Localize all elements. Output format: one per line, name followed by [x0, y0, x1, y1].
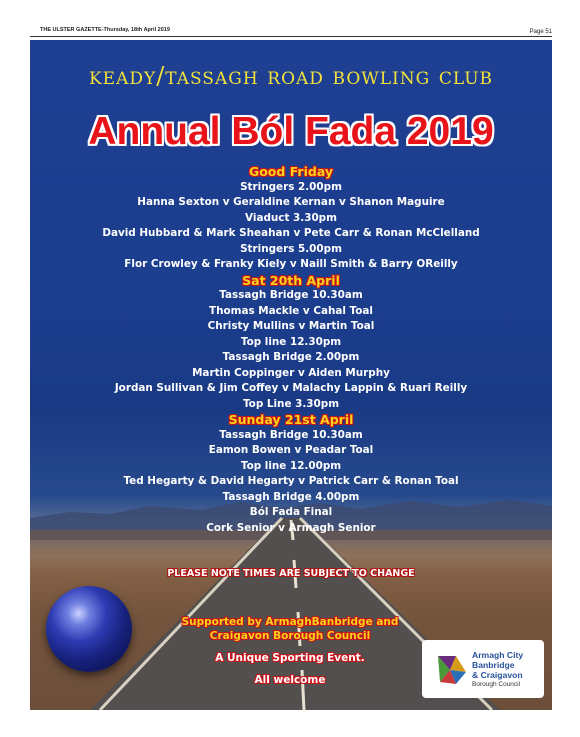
tagline: A Unique Sporting Event.	[215, 652, 365, 664]
fixture-schedule	[30, 164, 552, 536]
schedule-line: Stringers 5.00pm	[240, 242, 342, 255]
schedule-day-heading: Sunday 21st April	[228, 412, 354, 427]
schedule-line: Cork Senior v Armagh Senior	[206, 521, 376, 534]
schedule-line: Flor Crowley & Franky Kiely v Naill Smith & Barry OReilly	[124, 258, 458, 270]
bowling-ball-image	[46, 586, 132, 672]
schedule-line: Tassagh Bridge 4.00pm	[222, 490, 360, 503]
schedule-line: Eamon Bowen v Peadar Toal	[208, 444, 374, 456]
council-logo-line-2: Banbridge	[472, 660, 515, 670]
council-logo-line-4: Borough Council	[472, 681, 521, 688]
schedule-line: Tassagh Bridge 10.30am	[219, 289, 363, 301]
schedule-line: Jordan Sullivan & Jim Coffey v Malachy Lappin & Ruari Reilly	[114, 382, 468, 394]
times-notice: PLEASE NOTE TIMES ARE SUBJECT TO CHANGE	[167, 568, 415, 579]
council-logo-line-3: & Craigavon	[472, 670, 523, 680]
schedule-line: Hanna Sexton v Geraldine Kernan v Shanon Maguire	[137, 196, 445, 208]
schedule-line: Martin Coppinger v Aiden Murphy	[192, 366, 390, 379]
sponsor-text	[140, 615, 440, 643]
sponsor-line-2: Craigavon Borough Council	[209, 630, 371, 642]
schedule-line: Top line 12.00pm	[240, 459, 342, 472]
schedule-line: Ból Fada Final	[249, 506, 333, 518]
schedule-line: Viaduct 3.30pm	[245, 211, 337, 224]
schedule-line: David Hubbard & Mark Sheahan v Pete Carr & Ronan McClelland	[102, 227, 480, 239]
schedule-line: Ted Hegarty & David Hegarty v Patrick Carr & Ronan Toal	[123, 475, 459, 487]
schedule-line: Top Line 3.30pm	[242, 397, 340, 410]
club-name: keady/tassagh road bowling club	[88, 62, 494, 90]
schedule-day-heading: Sat 20th April	[242, 272, 340, 288]
schedule-day-heading: Good Friday	[248, 164, 334, 179]
schedule-line: Stringers 2.00pm	[240, 180, 342, 193]
schedule-line: Tassagh Bridge 2.00pm	[222, 351, 360, 363]
event-title: Annual Ból Fada 2019	[88, 110, 494, 153]
council-logo	[422, 640, 544, 698]
schedule-line: Christy Mullins v Martin Toal	[207, 320, 375, 332]
header-rule	[30, 36, 552, 37]
header-publication: THE ULSTER GAZETTE-Thursday, 18th April 2019	[40, 27, 170, 33]
council-logo-line-1: Armagh City	[472, 650, 524, 660]
council-emblem-icon	[430, 648, 472, 690]
schedule-line: Top line 12.30pm	[240, 335, 342, 348]
schedule-line: Tassagh Bridge 10.30am	[219, 428, 363, 441]
advert-poster	[30, 40, 552, 710]
welcome-text: All welcome	[254, 674, 326, 686]
sponsor-line-1: Supported by ArmaghBanbridge and	[181, 616, 399, 628]
header-page-number: Page 51	[529, 29, 552, 35]
schedule-line: Thomas Mackle v Cahal Toal	[209, 304, 373, 317]
